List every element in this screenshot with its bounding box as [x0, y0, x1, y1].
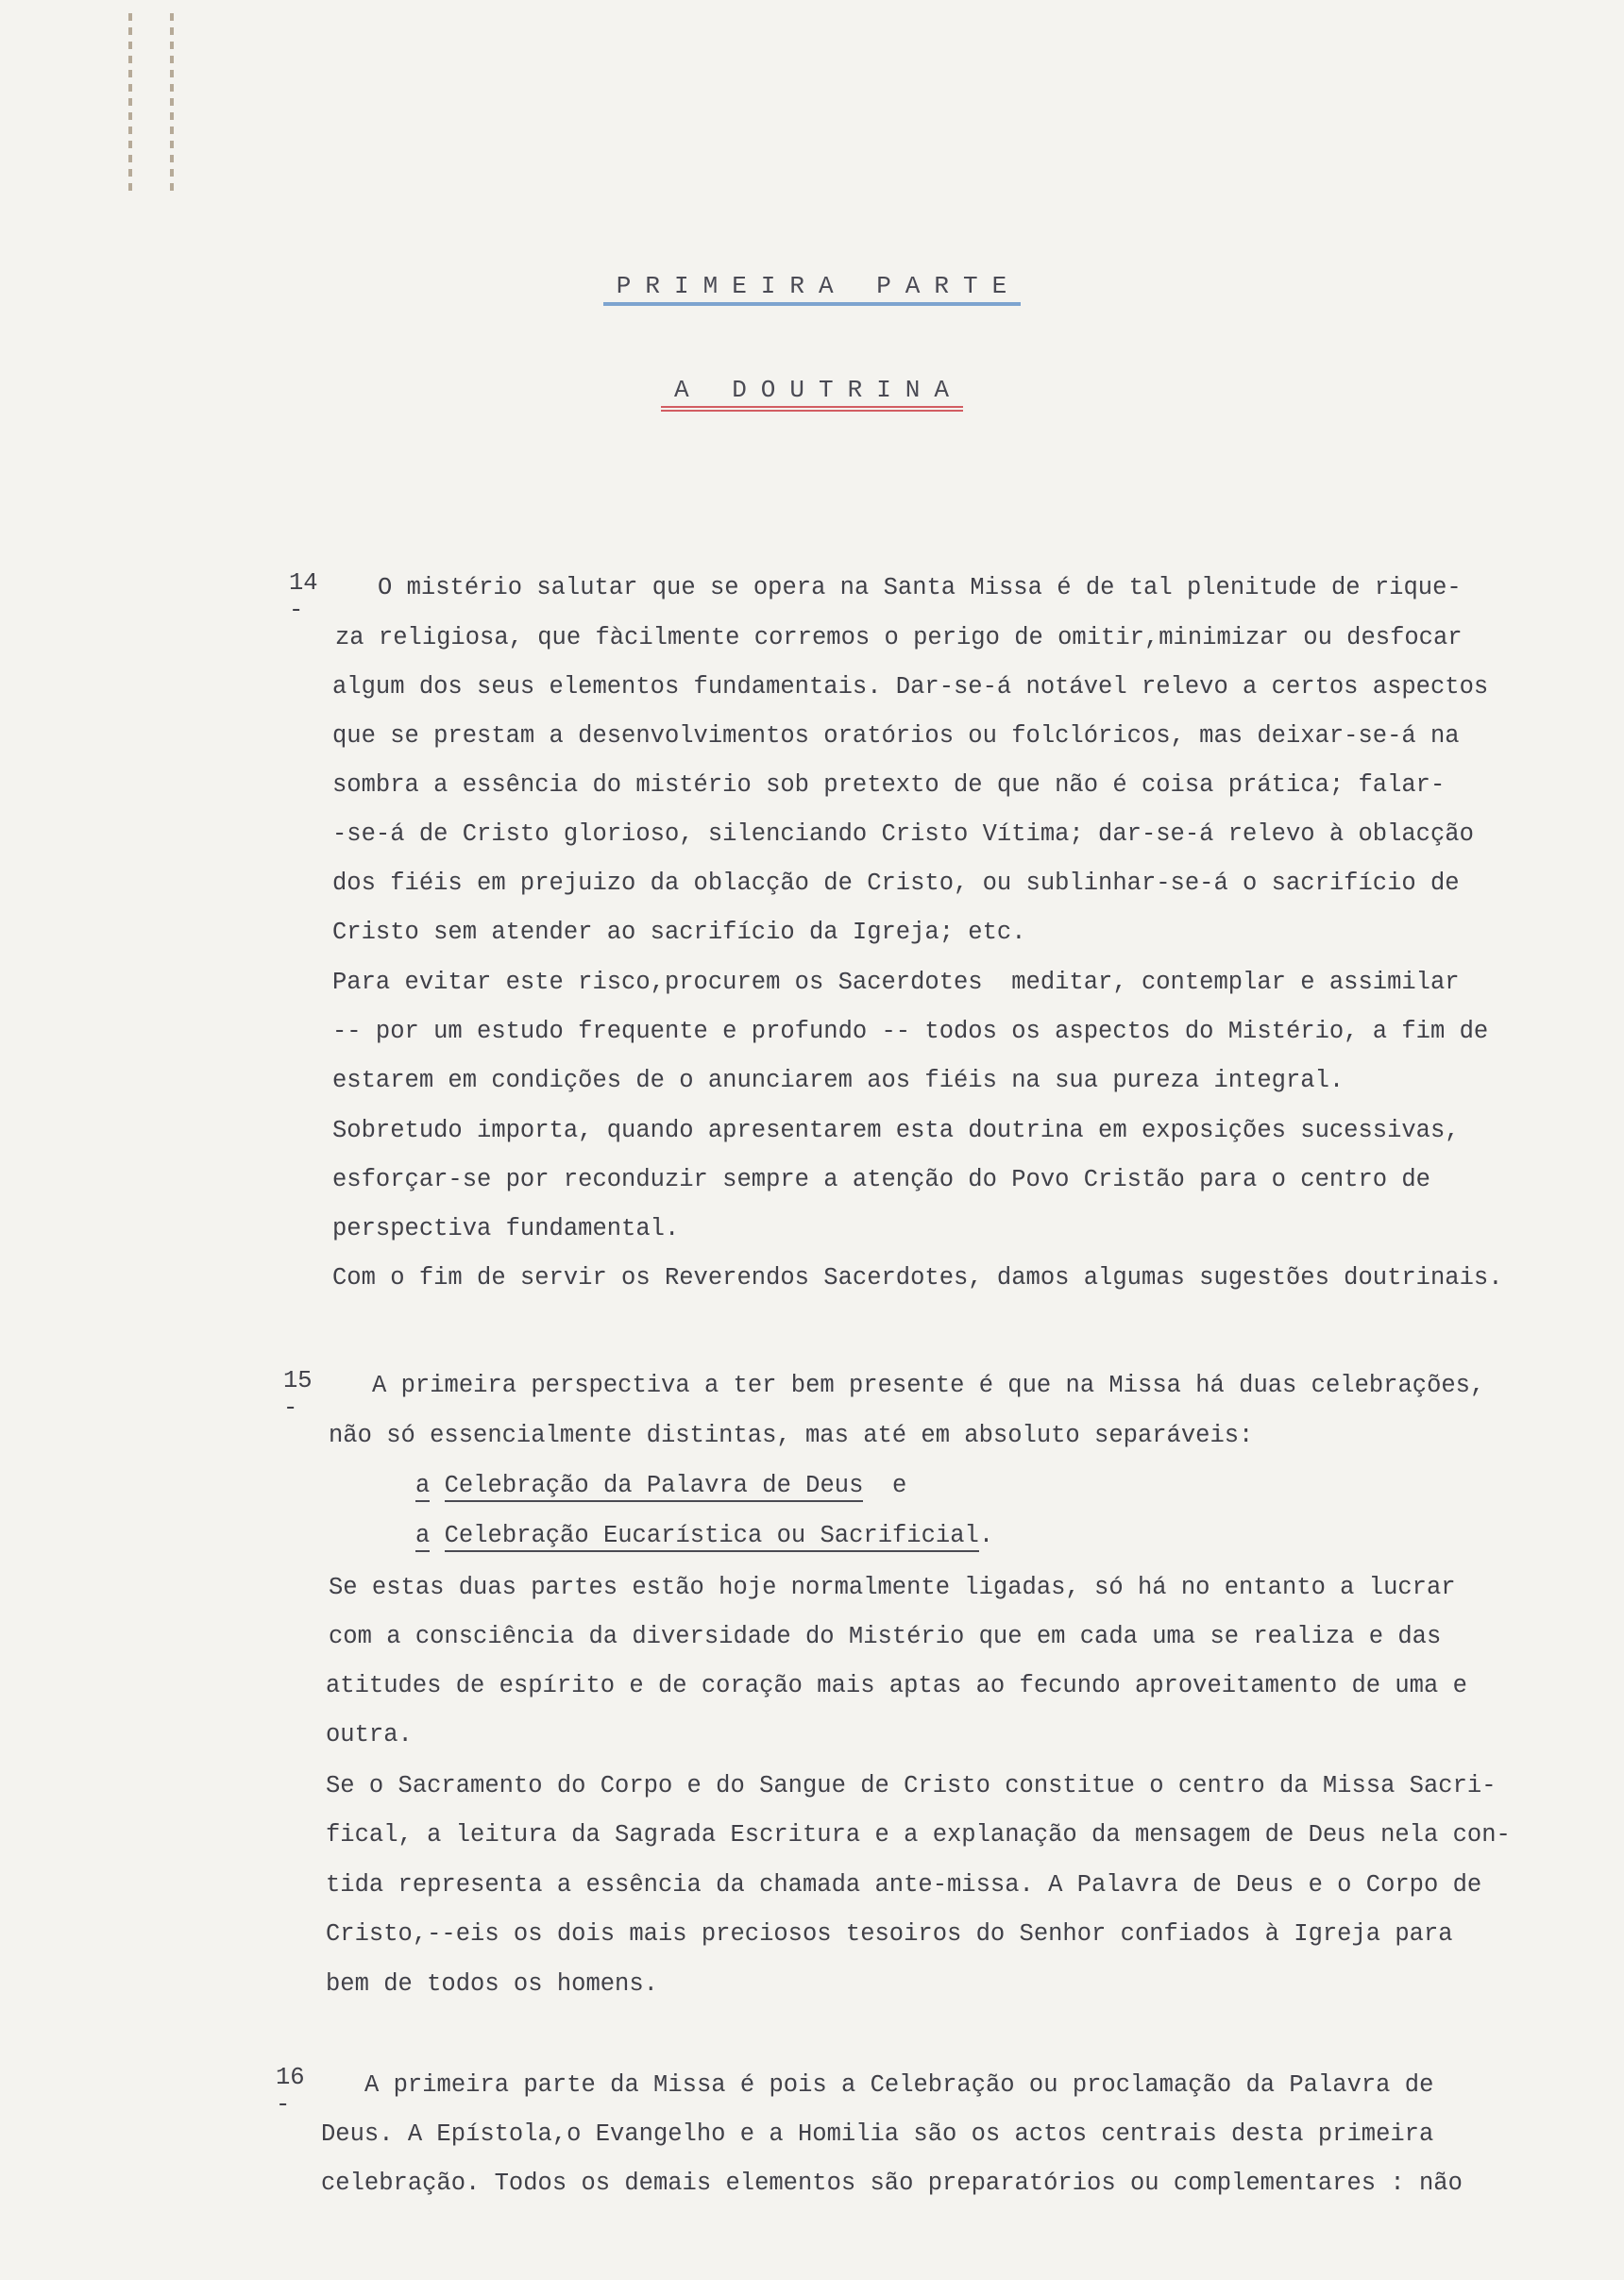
text-line: fical, a leitura da Sagrada Escritura e a explanação da mensagem de Deus nela con- — [326, 1821, 1511, 1849]
part-heading: PRIMEIRA PARTE — [0, 272, 1624, 300]
text-line: za religiosa, que fàcilmente corremos o perigo de omitir,minimizar ou desfocar — [335, 624, 1463, 651]
text-line: O mistério salutar que se opera na Santa Missa é de tal plenitude de rique- — [378, 574, 1462, 601]
text-line: Cristo sem atender ao sacrifício da Igreja; etc. — [332, 919, 1026, 946]
text-line: -se-á de Cristo glorioso, silenciando Cristo Vítima; dar-se-á relevo à oblacção — [332, 820, 1474, 848]
doctrine-heading: A DOUTRINA — [0, 376, 1624, 404]
staple-mark — [128, 13, 132, 193]
paragraph-number: 14 - — [289, 569, 318, 624]
text-line: Se o Sacramento do Corpo e do Sangue de Cristo constitue o centro da Missa Sacri- — [326, 1772, 1497, 1799]
text-line: Para evitar este risco,procurem os Sacerdotes meditar, contemplar e assimilar — [332, 969, 1460, 996]
text-line: Cristo,--eis os dois mais preciosos tesoiros do Senhor confiados à Igreja para — [326, 1920, 1453, 1948]
text-line: sombra a essência do mistério sob pretexto de que não é coisa prática; falar- — [332, 771, 1446, 799]
text-line: algum dos seus elementos fundamentais. Dar-se-á notável relevo a certos aspectos — [332, 673, 1489, 701]
staple-mark — [170, 13, 174, 193]
text-line: com a consciência da diversidade do Mistério que em cada uma se realiza e das — [329, 1623, 1442, 1650]
paragraph-number: 16 - — [276, 2064, 305, 2119]
text-line: bem de todos os homens. — [326, 1970, 658, 1998]
text-line: celebração. Todos os demais elementos são preparatórios ou complementares : não — [321, 2170, 1463, 2197]
text-line: dos fiéis em prejuizo da oblacção de Cristo, ou sublinhar-se-á o sacrifício de — [332, 870, 1460, 897]
text-line: outra. — [326, 1721, 413, 1748]
text-line: não só essencialmente distintas, mas até em absoluto separáveis: — [329, 1422, 1254, 1449]
text-line: A primeira parte da Missa é pois a Celebração ou proclamação da Palavra de — [364, 2071, 1434, 2099]
text-line: esforçar-se por reconduzir sempre a atenção do Povo Cristão para o centro de — [332, 1166, 1430, 1193]
text-line: Sobretudo importa, quando apresentarem esta doutrina em exposições sucessivas, — [332, 1117, 1460, 1144]
text-line: Com o fim de servir os Reverendos Sacerdotes, damos algumas sugestões doutrinais. — [332, 1264, 1503, 1292]
text-line: que se prestam a desenvolvimentos oratórios ou folclóricos, mas deixar-se-á na — [332, 722, 1460, 750]
text-line: -- por um estudo frequente e profundo -- todos os aspectos do Mistério, a fim de — [332, 1018, 1489, 1045]
text-line: A primeira perspectiva a ter bem presente é que na Missa há duas celebrações, — [372, 1372, 1485, 1399]
list-item: a Celebração da Palavra de Deus e — [415, 1472, 906, 1499]
list-item: a Celebração Eucarística ou Sacrificial. — [415, 1522, 993, 1549]
text-line: atitudes de espírito e de coração mais aptas ao fecundo aproveitamento de uma e — [326, 1672, 1467, 1699]
text-line: estarem em condições de o anunciarem aos fiéis na sua pureza integral. — [332, 1067, 1345, 1094]
paragraph-number: 15 - — [283, 1367, 313, 1422]
text-line: perspectiva fundamental. — [332, 1215, 680, 1242]
text-line: tida representa a essência da chamada ante-missa. A Palavra de Deus e o Corpo de — [326, 1871, 1482, 1899]
text-line: Se estas duas partes estão hoje normalmente ligadas, só há no entanto a lucrar — [329, 1574, 1456, 1601]
text-line: Deus. A Epístola,o Evangelho e a Homilia são os actos centrais desta primeira — [321, 2120, 1434, 2148]
